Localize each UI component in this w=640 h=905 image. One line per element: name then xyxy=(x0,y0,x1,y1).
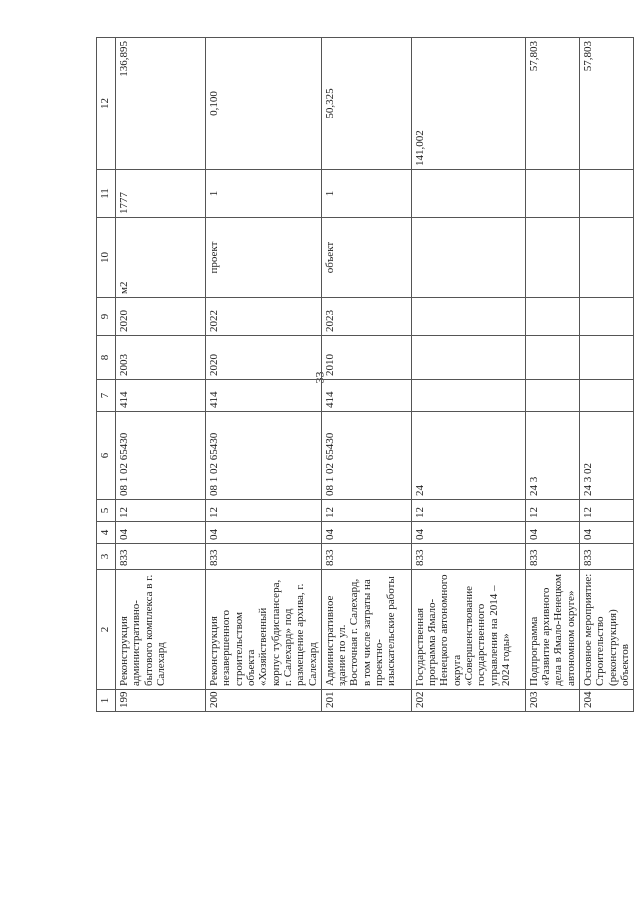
cell: 1777 xyxy=(116,170,206,218)
row-number: 201 xyxy=(321,690,411,712)
cell: 12 xyxy=(116,500,206,522)
cell: 04 xyxy=(525,522,579,544)
column-header: 9 xyxy=(97,298,116,336)
cell: объект xyxy=(321,218,411,298)
table-row xyxy=(411,38,525,712)
cell xyxy=(525,380,579,412)
cell xyxy=(411,170,525,218)
amount-cell: 141,002 xyxy=(411,38,525,170)
object-name: Административное здание по ул. Восточная г. Салехард, в том числе затраты на проектно-изыскательские работы xyxy=(321,570,411,690)
column-header: 8 xyxy=(97,336,116,380)
cell: проект xyxy=(206,218,322,298)
cell: 833 xyxy=(116,544,206,570)
cell: 833 xyxy=(580,544,634,570)
cell xyxy=(580,380,634,412)
cell: 12 xyxy=(411,500,525,522)
page-number: 33 xyxy=(312,371,327,384)
table-row xyxy=(580,38,634,712)
cell: 12 xyxy=(525,500,579,522)
amount-cell: 0,100 xyxy=(206,38,322,170)
cell: 414 xyxy=(206,380,322,412)
cell xyxy=(580,218,634,298)
cell xyxy=(525,336,579,380)
object-name: Основное мероприятие: Строительство (реконструкция) объектов xyxy=(580,570,634,690)
cell: 2003 xyxy=(116,336,206,380)
budget-table xyxy=(96,37,634,712)
cell: 833 xyxy=(411,544,525,570)
cell: 414 xyxy=(116,380,206,412)
cell: 04 xyxy=(411,522,525,544)
cell xyxy=(411,298,525,336)
cell: 1 xyxy=(206,170,322,218)
cell: 833 xyxy=(321,544,411,570)
row-number: 203 xyxy=(525,690,579,712)
table-row xyxy=(206,38,322,712)
cell: 08 1 02 65430 xyxy=(116,412,206,500)
cell: 24 3 xyxy=(525,412,579,500)
cell xyxy=(580,170,634,218)
row-number: 199 xyxy=(116,690,206,712)
cell: м2 xyxy=(116,218,206,298)
column-header: 6 xyxy=(97,412,116,500)
cell xyxy=(411,380,525,412)
cell: 2020 xyxy=(206,336,322,380)
table-row xyxy=(116,38,206,712)
cell xyxy=(525,218,579,298)
column-header: 11 xyxy=(97,170,116,218)
cell: 04 xyxy=(580,522,634,544)
column-header: 1 xyxy=(97,690,116,712)
object-name: Реконструкция незавершенного строительством объекта «Хозяйственный корпус тубдиспансера, г. Салехард» под размещение архива, г. Салехард xyxy=(206,570,322,690)
column-header: 7 xyxy=(97,380,116,412)
object-name: Реконструкция административно-бытового комплекса в г. Салехард xyxy=(116,570,206,690)
cell xyxy=(411,218,525,298)
table-row xyxy=(525,38,579,712)
cell xyxy=(525,170,579,218)
column-header: 2 xyxy=(97,570,116,690)
column-number-row xyxy=(97,38,116,712)
cell: 04 xyxy=(206,522,322,544)
cell: 08 1 02 65430 xyxy=(206,412,322,500)
amount-cell: 57,803 xyxy=(580,38,634,170)
column-header: 5 xyxy=(97,500,116,522)
column-header: 12 xyxy=(97,38,116,170)
cell: 414 xyxy=(321,380,411,412)
cell: 12 xyxy=(206,500,322,522)
cell: 2010 xyxy=(321,336,411,380)
cell xyxy=(580,298,634,336)
budget-table-container xyxy=(96,38,631,712)
cell: 833 xyxy=(525,544,579,570)
cell: 08 1 02 65430 xyxy=(321,412,411,500)
table-row xyxy=(321,38,411,712)
cell: 1 xyxy=(321,170,411,218)
object-name: Подпрограмма «Развитие архивного дела в Ямало-Ненецком автономном округе» xyxy=(525,570,579,690)
cell xyxy=(580,336,634,380)
column-header: 3 xyxy=(97,544,116,570)
amount-cell: 57,803 xyxy=(525,38,579,170)
cell: 2022 xyxy=(206,298,322,336)
column-header: 10 xyxy=(97,218,116,298)
cell: 833 xyxy=(206,544,322,570)
amount-cell: 50,325 xyxy=(321,38,411,170)
cell: 24 xyxy=(411,412,525,500)
cell: 24 3 02 xyxy=(580,412,634,500)
row-number: 204 xyxy=(580,690,634,712)
cell: 04 xyxy=(321,522,411,544)
cell: 2020 xyxy=(116,298,206,336)
row-number: 200 xyxy=(206,690,322,712)
cell: 12 xyxy=(321,500,411,522)
column-header: 4 xyxy=(97,522,116,544)
cell: 2023 xyxy=(321,298,411,336)
object-name: Государственная программа Ямало-Ненецкого автономного округа «Совершенствование государственного управления на 2014 – 2024 годы» xyxy=(411,570,525,690)
row-number: 202 xyxy=(411,690,525,712)
cell xyxy=(525,298,579,336)
cell: 12 xyxy=(580,500,634,522)
cell: 04 xyxy=(116,522,206,544)
amount-cell: 136,895 xyxy=(116,38,206,170)
cell xyxy=(411,336,525,380)
